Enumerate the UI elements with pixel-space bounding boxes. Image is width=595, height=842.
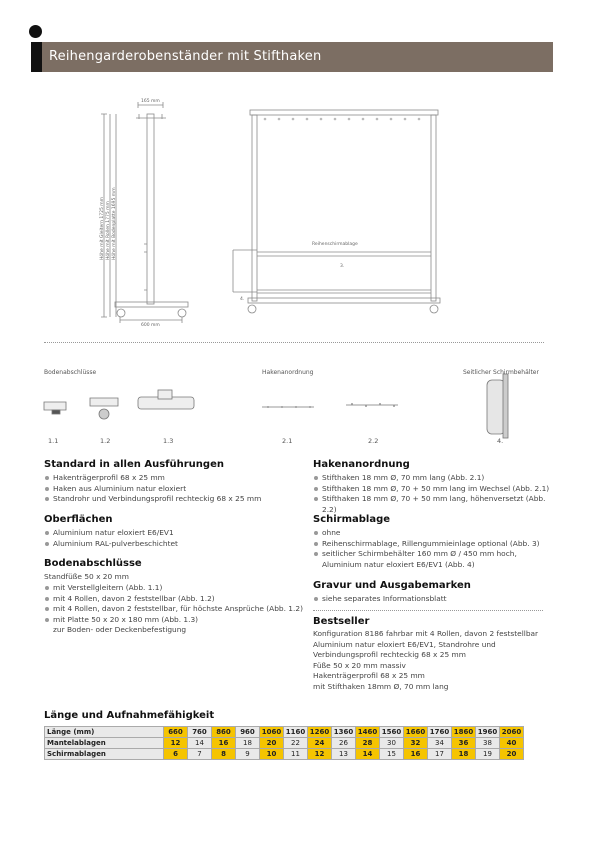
separator (44, 342, 544, 343)
table-cell: 1660 (404, 727, 428, 738)
boden-intro: Standfüße 50 x 20 mm (44, 572, 129, 581)
side-foot (115, 302, 188, 307)
list-item: Haken aus Aluminium natur eloxiert (44, 484, 304, 495)
bestseller-line: Füße 50 x 20 mm massiv (313, 660, 406, 670)
list-item: Hakenträgerprofil 68 x 25 mm (44, 473, 304, 484)
fig-wheel-foot (90, 398, 118, 406)
table-cell: 660 (164, 727, 188, 738)
bestseller-line: Konfiguration 8186 fahrbar mit 4 Rollen, davon 2 feststellbar (313, 629, 539, 638)
fig-haken-title: Hakenanordnung (262, 369, 314, 376)
fig-boden-title: Bodenabschlüsse (44, 369, 97, 376)
front-wheel-right (430, 305, 438, 313)
side-hook-bar (136, 114, 166, 119)
table-cell: 16 (404, 749, 428, 760)
front-top-bar (250, 110, 438, 115)
table-cell: 860 (212, 727, 236, 738)
table-cell: 6 (164, 749, 188, 760)
table-cell: 14 (188, 738, 212, 749)
page-title: Reihengarderobenständer mit Stifthaken (49, 49, 322, 64)
front-wheel-left (248, 305, 256, 313)
dim-top-text: 165 mm (141, 99, 160, 104)
list-item (44, 615, 309, 636)
list-item-text: mit Platte 50 x 20 x 180 mm (Abb. 1.3) (53, 614, 199, 624)
heading-schirm: Schirmablage (313, 514, 391, 525)
front-umbrella-rail (257, 252, 431, 256)
fig-num: 1.3 (163, 437, 174, 445)
heading-oberflaechen: Oberflächen (44, 514, 113, 525)
table-cell: 22 (284, 738, 308, 749)
heading-standard: Standard in allen Ausführungen (44, 459, 224, 470)
side-wheel-left (117, 309, 125, 317)
separator-bestseller (313, 610, 543, 611)
fig-num: 2.2 (368, 437, 379, 445)
heading-bestseller: Bestseller (313, 616, 370, 627)
table-cell: 12 (164, 738, 188, 749)
table-cell: 26 (332, 738, 356, 749)
table-cell: 960 (236, 727, 260, 738)
list-item: Aluminium RAL-pulverbeschichtet (44, 539, 304, 550)
table-row-label: Schirmablagen (45, 749, 164, 760)
table-cell: 7 (188, 749, 212, 760)
bestseller-line: Verbindungsprofil rechteckig 68 x 25 mm (313, 650, 466, 659)
dim-height-1: Höhe mit Gleitern 1725 mm (100, 196, 105, 260)
table-cell: 19 (476, 749, 500, 760)
list-item: ohne (313, 528, 553, 539)
table-row (45, 749, 524, 760)
table-cell: 18 (452, 749, 476, 760)
table-cell: 1260 (308, 727, 332, 738)
table-cell: 1760 (428, 727, 452, 738)
table-cell: 34 (428, 738, 452, 749)
table-cell: 1460 (356, 727, 380, 738)
dim-height-3: Höhe mit Bodenplatte 1695 mm (112, 187, 117, 260)
list-gravur (313, 594, 553, 605)
fig-num: 1.2 (100, 437, 111, 445)
table-row-label: Mantelablagen (45, 738, 164, 749)
heading-boden: Bodenabschlüsse (44, 558, 142, 569)
fig-num: 1.1 (48, 437, 59, 445)
table-row-label: Länge (mm) (45, 727, 164, 738)
table-cell: 38 (476, 738, 500, 749)
list-item: Standrohr und Verbindungsprofil rechteckig 68 x 25 mm (44, 494, 304, 505)
list-item-text: seitlicher Schirmbehälter 160 mm Ø / 450 mm hoch, (322, 549, 517, 558)
front-umbrella-base (257, 290, 431, 293)
table-cell: 12 (308, 749, 332, 760)
list-item: mit 4 Rollen, davon 2 feststellbar (Abb. 1.2) (44, 594, 309, 605)
side-wheel-right (178, 309, 186, 317)
table-cell: 24 (308, 738, 332, 749)
side-post (147, 114, 154, 304)
table-cell: 30 (380, 738, 404, 749)
list-item-sub: Aluminium natur eloxiert E6/EV1 (Abb. 4) (322, 559, 475, 569)
table-cell: 16 (212, 738, 236, 749)
table-cell: 40 (500, 738, 524, 749)
list-boden (44, 583, 309, 636)
table-cell: 11 (284, 749, 308, 760)
list-item (313, 549, 553, 570)
fig-num: 2.1 (282, 437, 293, 445)
table-cell: 15 (380, 749, 404, 760)
table-cell: 1560 (380, 727, 404, 738)
list-item: Reihenschirmablage, Rillengummieinlage optional (Abb. 3) (313, 539, 553, 550)
bestseller-line: mit Stifthaken 18mm Ø, 70 mm lang (313, 681, 449, 691)
table-cell: 13 (332, 749, 356, 760)
dim-height-2: Höhe mit Rollen 1775 mm (106, 201, 111, 260)
table-cell: 1860 (452, 727, 476, 738)
fig-plate-post (158, 390, 172, 399)
table-cell: 10 (260, 749, 284, 760)
heading-gravur: Gravur und Ausgabemarken (313, 580, 471, 591)
list-standard (44, 473, 304, 505)
table-cell: 36 (452, 738, 476, 749)
table-cell: 2060 (500, 727, 524, 738)
heading-table: Länge und Aufnahmefähigkeit (44, 710, 215, 721)
side-marks (144, 244, 147, 290)
bestseller-text (313, 629, 553, 692)
list-item: mit 4 Rollen, davon 2 feststellbar, für höchste Ansprüche (Abb. 1.2) (44, 604, 309, 615)
table-cell: 1960 (476, 727, 500, 738)
table-cell: 1360 (332, 727, 356, 738)
list-item: mit Verstellgleitern (Abb. 1.1) (44, 583, 309, 594)
list-item: Aluminium natur eloxiert E6/EV1 (44, 528, 304, 539)
list-item-sub: zur Boden- oder Deckenbefestigung (53, 625, 187, 634)
fig-glider-foot (44, 402, 66, 410)
front-side-box (233, 250, 257, 292)
fig-umbrella-holder (487, 380, 505, 434)
front-post-left (252, 115, 257, 301)
heading-haken: Hakenanordnung (313, 459, 410, 470)
table-cell: 14 (356, 749, 380, 760)
table-cell: 1060 (260, 727, 284, 738)
list-schirm (313, 528, 553, 570)
capacity-table (44, 726, 524, 760)
table-row (45, 727, 524, 738)
fig-num: 4. (497, 437, 504, 445)
table-cell: 20 (500, 749, 524, 760)
list-item: Stifthaken 18 mm Ø, 70 + 50 mm lang im Wechsel (Abb. 2.1) (313, 484, 553, 495)
dim-bottom-text: 600 mm (141, 323, 160, 328)
marker-4: 4. (240, 297, 245, 302)
list-item: siehe separates Informationsblatt (313, 594, 553, 605)
table-cell: 18 (236, 738, 260, 749)
bestseller-line: Aluminium natur eloxiert E6/EV1, Standrohre und (313, 639, 496, 649)
list-haken (313, 473, 553, 515)
table-cell: 760 (188, 727, 212, 738)
front-post-right (431, 115, 436, 301)
fig-wheel (99, 409, 109, 419)
bestseller-line: Hakenträgerprofil 68 x 25 mm (313, 671, 425, 680)
table-cell: 17 (428, 749, 452, 760)
marker-3: 3. (340, 264, 345, 269)
list-item: Stifthaken 18 mm Ø, 70 mm lang (Abb. 2.1) (313, 473, 553, 484)
table-cell: 20 (260, 738, 284, 749)
table-cell: 8 (212, 749, 236, 760)
front-foot (248, 298, 440, 303)
table-row (45, 738, 524, 749)
list-oberflaechen (44, 528, 304, 549)
table-cell: 28 (356, 738, 380, 749)
table-cell: 32 (404, 738, 428, 749)
fig-schirm-title: Seitlicher Schirmbehälter (463, 369, 539, 376)
table-cell: 9 (236, 749, 260, 760)
list-item: Stifthaken 18 mm Ø, 70 + 50 mm lang, höhenversetzt (Abb. 2.2) (313, 494, 553, 515)
table-cell: 1160 (284, 727, 308, 738)
label-umbrella: Reihenschirmablage (312, 242, 358, 247)
